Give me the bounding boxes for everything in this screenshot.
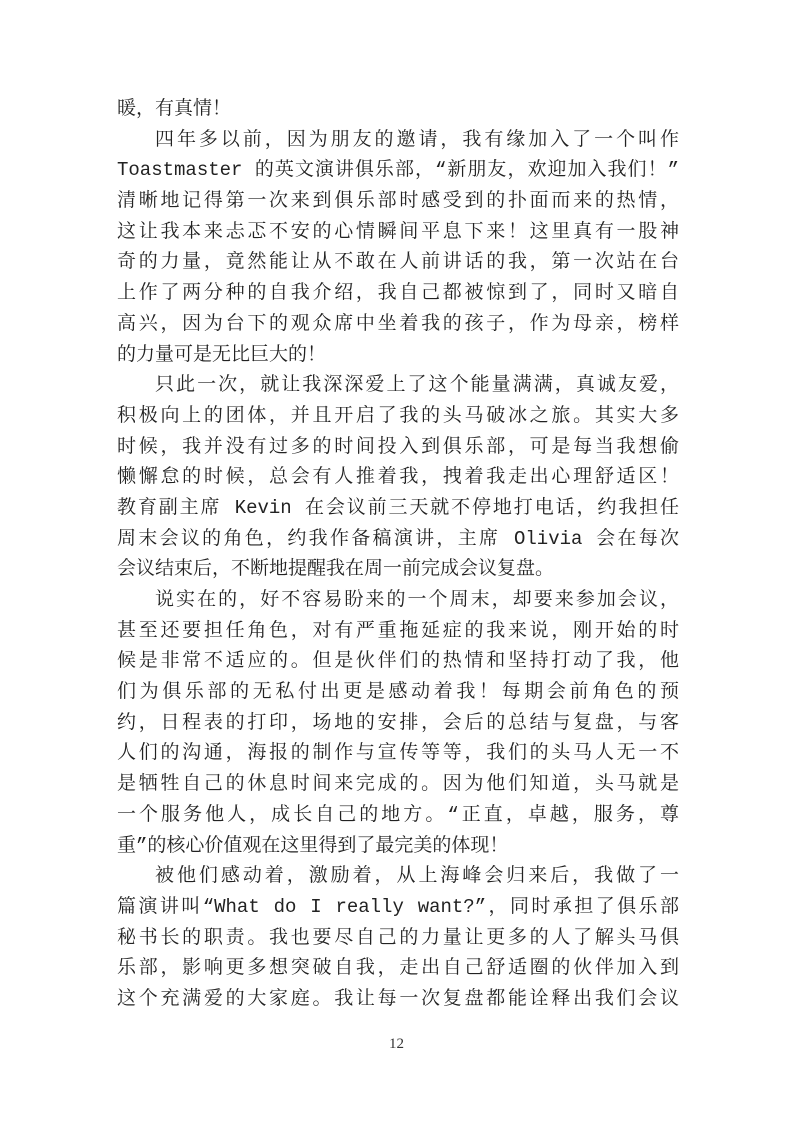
text-line: 候是非常不适应的。但是伙伴们的热情和坚持打动了我，他 bbox=[117, 650, 679, 673]
text-line: 会议结束后，不断地提醒我在周一前完成会议复盘。 bbox=[117, 558, 555, 581]
text-line: 高兴，因为台下的观众席中坐着我的孩子，作为母亲，榜样 bbox=[117, 312, 679, 335]
text-line: 约，日程表的打印，场地的安排，会后的总结与复盘，与客 bbox=[117, 711, 679, 734]
text-line: 甚至还要担任角色，对有严重拖延症的我来说，刚开始的时 bbox=[117, 619, 679, 642]
text-line: 一个服务他人，成长自己的地方。“正直，卓越，服务，尊 bbox=[117, 803, 679, 826]
text-line: 说实在的，好不容易盼来的一个周末，却要来参加会议， bbox=[155, 589, 679, 611]
text-line: 教育副主席 Kevin 在会议前三天就不停地打电话，约我担任 bbox=[117, 496, 679, 519]
text-line: 们为俱乐部的无私付出更是感动着我！每期会前角色的预 bbox=[117, 681, 679, 704]
text-line: 这个充满爱的大家庭。我让每一次复盘都能诠释出我们会议 bbox=[117, 987, 679, 1010]
text-line: 重”的核心价值观在这里得到了最完美的体现！ bbox=[117, 834, 509, 857]
text-line: 四年多以前，因为朋友的邀请，我有缘加入了一个叫作 bbox=[155, 128, 679, 151]
text-line: 是牺牲自己的休息时间来完成的。因为他们知道，头马就是 bbox=[117, 773, 679, 796]
text-line: 只此一次，就让我深深爱上了这个能量满满，真诚友爱， bbox=[155, 374, 679, 397]
text-line: 懒懈怠的时候，总会有人推着我，拽着我走出心理舒适区！ bbox=[117, 466, 679, 489]
text-line: 人们的沟通，海报的制作与宣传等等，我们的头马人无一不 bbox=[117, 742, 679, 765]
text-line: 积极向上的团体，并且开启了我的头马破冰之旅。其实大多 bbox=[117, 404, 679, 427]
text-line: 的力量可是无比巨大的！ bbox=[117, 343, 327, 366]
document-body bbox=[117, 94, 679, 1015]
text-line: 秘书长的职责。我也要尽自己的力量让更多的人了解头马俱 bbox=[117, 926, 679, 949]
text-line: 奇的力量，竟然能让从不敢在人前讲话的我，第一次站在台 bbox=[117, 251, 679, 274]
text-line: 被他们感动着，激励着，从上海峰会归来后，我做了一 bbox=[155, 865, 679, 888]
text-line: Toastmaster 的英文演讲俱乐部，“新朋友，欢迎加入我们！” bbox=[117, 159, 679, 182]
text-line: 篇演讲叫“What do I really want?”，同时承担了俱乐部 bbox=[117, 895, 679, 918]
text-line: 周末会议的角色，约我作备稿演讲，主席 Olivia 会在每次 bbox=[117, 527, 679, 550]
text-line: 这让我本来忐忑不安的心情瞬间平息下来！这里真有一股神 bbox=[117, 220, 679, 243]
text-line: 时候，我并没有过多的时间投入到俱乐部，可是每当我想偷 bbox=[117, 435, 679, 458]
page-number: 12 bbox=[389, 1036, 404, 1052]
text-line: 上作了两分种的自我介绍，我自己都被惊到了，同时又暗自 bbox=[117, 282, 679, 305]
text-line: 暖，有真情！ bbox=[117, 98, 232, 120]
text-line: 清晰地记得第一次来到俱乐部时感受到的扑面而来的热情， bbox=[117, 190, 679, 213]
text-line: 乐部，影响更多想突破自我，走出自己舒适圈的伙伴加入到 bbox=[117, 957, 679, 980]
